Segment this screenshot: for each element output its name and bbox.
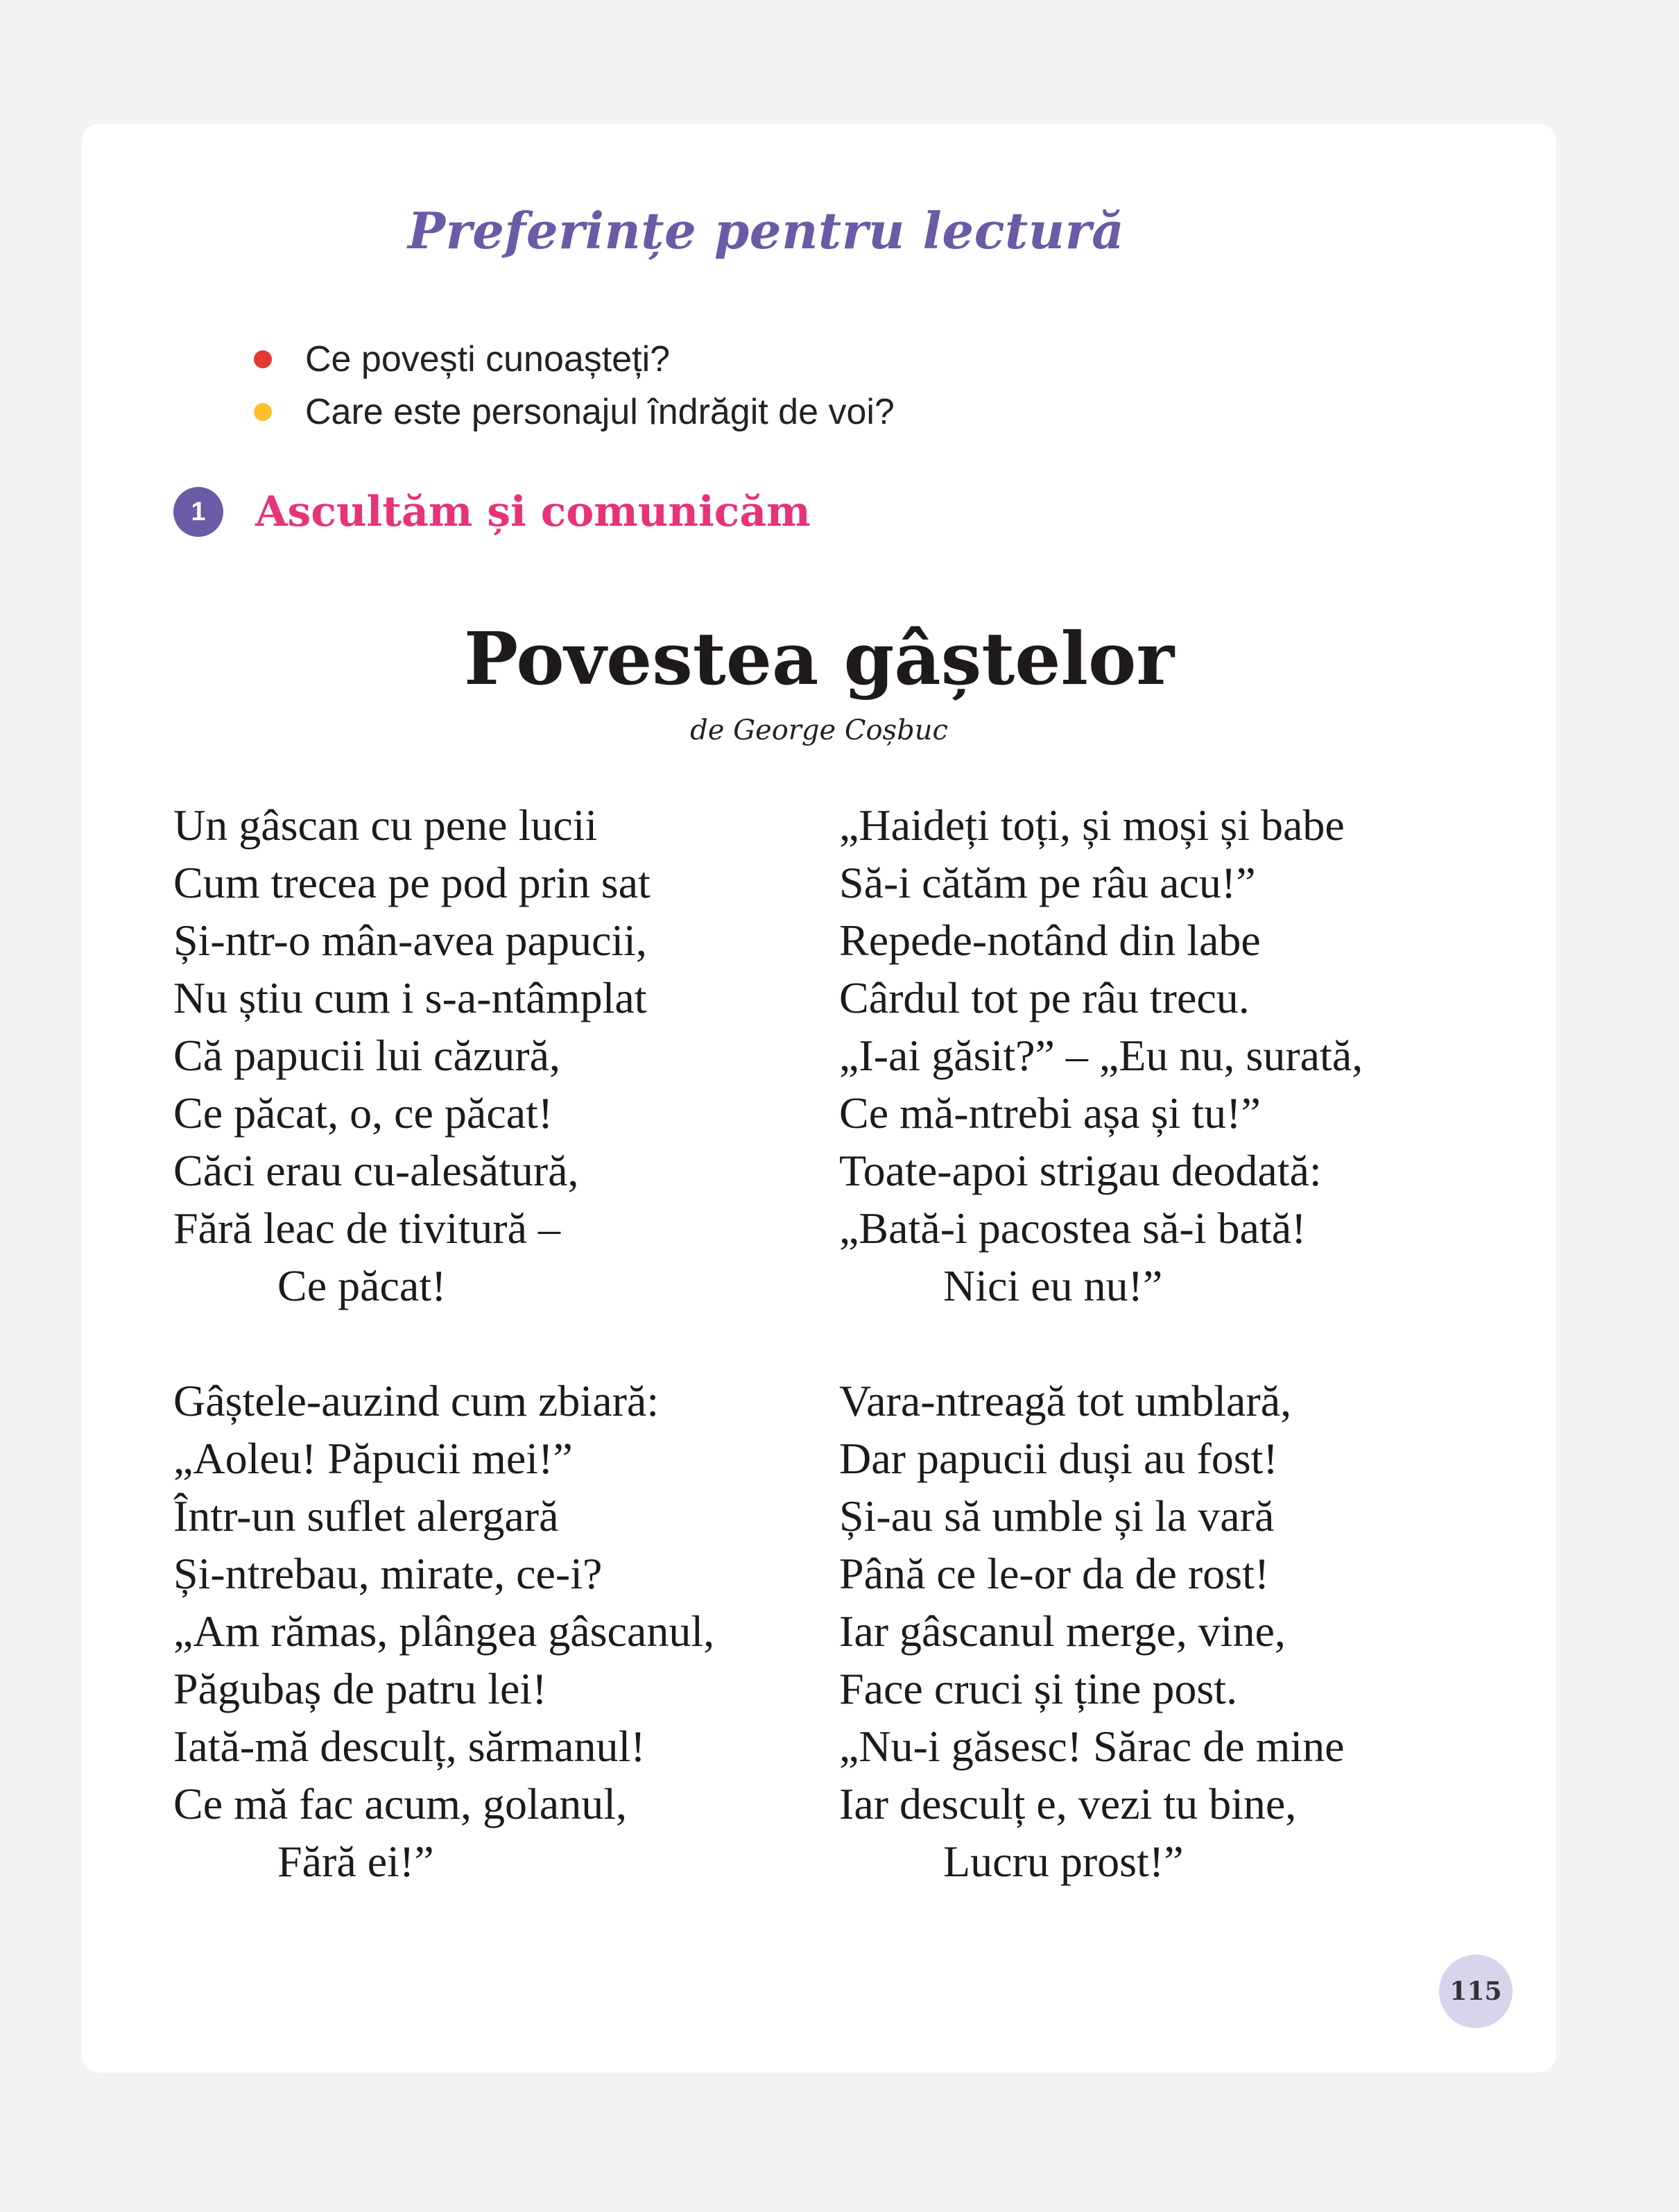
question-item: [254, 333, 895, 386]
poem-line: Fără leac de tivitură –: [173, 1203, 560, 1253]
section-title: Preferințe pentru lectură: [408, 201, 1125, 260]
yellow-bullet-icon: [254, 403, 272, 421]
activity-number-badge: 1: [173, 487, 223, 537]
poem-line: Vara-ntreagă tot umblară,: [839, 1376, 1292, 1425]
poem-line: „Aoleu! Păpucii mei!”: [173, 1434, 573, 1483]
question-text: Ce povești cunoașteți?: [305, 339, 671, 379]
poem-line: Și-au să umble și la vară: [839, 1491, 1275, 1541]
poem-line: Ce mă fac acum, golanul,: [173, 1779, 627, 1828]
poem-line: Gâștele-auzind cum zbiară:: [173, 1376, 660, 1425]
poem-line: Și-ntrebau, mirate, ce-i?: [173, 1549, 603, 1598]
poem-refrain: Lucru prost!”: [943, 1837, 1184, 1886]
poem-line: Să-i cătăm pe râu acu!”: [839, 858, 1256, 907]
poem-line: Cum trecea pe pod prin sat: [173, 858, 651, 907]
poem-title: Povestea gâștelor: [463, 616, 1175, 701]
poem-line: „Nu-i găsesc! Sărac de mine: [839, 1722, 1345, 1771]
stanza: [839, 1372, 1363, 1890]
poem-line: Căci erau cu-alesătură,: [173, 1146, 579, 1195]
poem-line: Cârdul tot pe râu trecu.: [839, 973, 1250, 1022]
poem-line: Că papucii lui căzură,: [173, 1031, 560, 1080]
poem-line: Iar gâscanul merge, vine,: [839, 1606, 1286, 1656]
activity-heading: [173, 487, 811, 537]
poem-line: Face cruci și ține post.: [839, 1664, 1238, 1713]
stanza: [173, 1372, 714, 1890]
poem-line: Păgubaș de patru lei!: [173, 1664, 547, 1713]
poem-line: Toate-apoi strigau deodată:: [839, 1146, 1322, 1195]
discussion-questions: [254, 333, 895, 438]
poem-column-right: [839, 796, 1363, 1890]
poem-refrain: Nici eu nu!”: [943, 1261, 1163, 1310]
poem-author: de George Coșbuc: [690, 714, 948, 746]
poem-line: Iată-mă desculț, sărmanul!: [173, 1722, 646, 1771]
poem-line: Într-un suflet alergară: [173, 1491, 559, 1541]
poem-line: Ce păcat, o, ce păcat!: [173, 1088, 553, 1138]
poem-refrain: Fără ei!”: [277, 1837, 434, 1886]
page-number-badge: 115: [1439, 1955, 1513, 2028]
question-text: Care este personajul îndrăgit de voi?: [305, 392, 895, 432]
poem-column-left: [173, 796, 714, 1890]
poem-line: Și-ntr-o mân-avea papucii,: [173, 916, 647, 965]
poem-line: Până ce le-or da de rost!: [839, 1549, 1270, 1598]
activity-label: Ascultăm și comunicăm: [255, 488, 811, 536]
stanza: [173, 796, 714, 1314]
poem-line: „Haideți toți, și moși și babe: [839, 800, 1345, 850]
poem-line: Ce mă-ntrebi așa și tu!”: [839, 1088, 1261, 1138]
question-item: [254, 386, 895, 438]
poem-line: Repede-notând din labe: [839, 916, 1261, 965]
poem-line: Nu știu cum i s-a-ntâmplat: [173, 973, 647, 1022]
poem-line: „Bată-i pacostea să-i bată!: [839, 1203, 1307, 1253]
stanza: [839, 796, 1363, 1314]
poem-line: Iar desculț e, vezi tu bine,: [839, 1779, 1297, 1828]
textbook-page: [82, 123, 1556, 2073]
poem-line: „I-ai găsit?” – „Eu nu, surată,: [839, 1031, 1363, 1080]
poem-line: „Am rămas, plângea gâscanul,: [173, 1606, 715, 1656]
red-bullet-icon: [254, 350, 272, 368]
poem-line: Un gâscan cu pene lucii: [173, 800, 598, 850]
poem-line: Dar papucii duși au fost!: [839, 1434, 1278, 1483]
poem-refrain: Ce păcat!: [277, 1261, 447, 1310]
